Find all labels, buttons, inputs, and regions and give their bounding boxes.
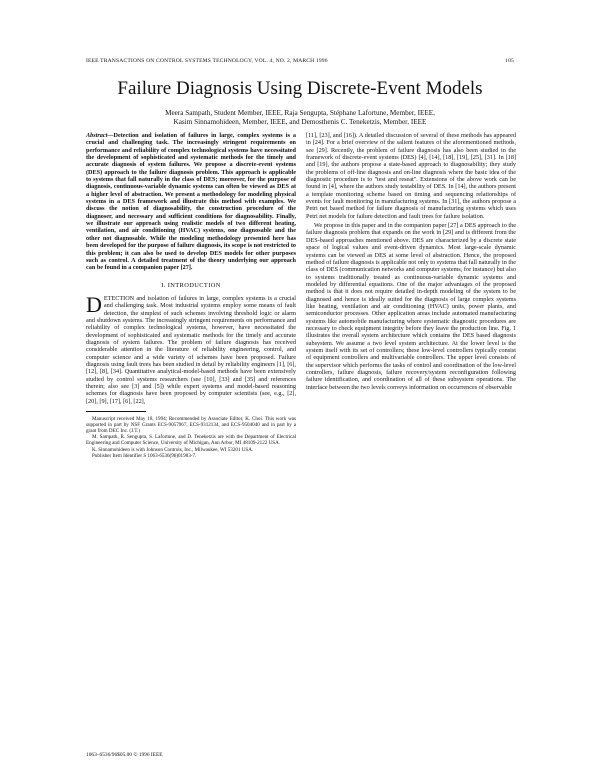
abstract-label: Abstract—	[86, 132, 114, 139]
abstract	[86, 132, 296, 272]
footnotes	[86, 416, 296, 459]
abstract-text: Detection and isolation of failures in large, complex systems is a crucial and challenging task. The increasingly stringent requirements on performance and reliability of complex technological systems have necessitated the development of sophisticated and systematic methods for the timely and accurate diagnosis of system failures. We propose a discrete-event systems (DES) approach to the failure diagnosis problem. This approach is applicable to systems that fall naturally in the class of DES; moreover, for the purpose of diagnosis, continuous-variable dynamic systems can often be viewed as DES at a higher level of abstraction. We present a methodology for modeling physical systems in a DES framework and illustrate this method with examples. We discuss the notion of diagnosability, the construction procedure of the diagnoser, and necessary and sufficient conditions for diagnosability. Finally, we illustrate our approach using realistic models of two different heating, ventilation, and air conditioning (HVAC) systems, one diagnosable and the other not diagnosable. While the modeling methodology presented here has been developed for the purpose of failure diagnosis, its scope is not restricted to this problem; it can also be used to develop DES models for other purposes such as control. A detailed treatment of the theory underlying our approach can be found in a companion paper [27].	[86, 132, 296, 272]
journal-header: IEEE TRANSACTIONS ON CONTROL SYSTEMS TECHNOLOGY, VOL. 4, NO. 2, MARCH 1996	[86, 58, 328, 64]
footnote-affiliation-2: K. Sinnamohideen is with Johnson Controls, Inc., Milwaukee, WI 53201 USA.	[92, 446, 254, 453]
left-column	[86, 132, 296, 459]
author-line-1: Meera Sampath, Student Member, IEEE, Raja Sengupta, Stéphane Lafortune, Member, IEEE,	[165, 109, 435, 117]
section-heading-introduction: I. INTRODUCTION	[161, 281, 221, 289]
drop-cap: D	[86, 291, 102, 317]
footnote-rule	[86, 411, 146, 412]
intro-paragraph	[86, 291, 296, 405]
author-list	[60, 109, 540, 127]
running-head	[86, 58, 514, 64]
footnote-affiliation-1: M. Sampath, R. Sengupta, S. Lafortune, and D. Teneketzis are with the Department of Electrical Engineering and Computer Science, University of Michigan, Ann Arbor, MI 48109-2122 USA.	[86, 434, 296, 447]
right-paragraph-1: [11], [23], and [16]). A detailed discussion of several of these methods has appeared in [24]. For a brief overview of the salient features of the aforementioned methods, see [29]. Recently, the problem of failure diagnosis has also been studied in the framework of discrete-event systems (DES) [4], [14], [18], [19], [25], [31]. In [18] and [19], the authors propose a state-based approach to diagnosability; they study the problems of off-line diagnosis and on-line diagnosis where the basic idea of the diagnostic procedure is to "test and reseat". Extensions of the above work can be found in [4], where the authors study testability of DES. In [14], the authors present a template monitoring scheme based on timing and sequencing relationships of events for fault monitoring in manufacturing systems. In [31], the authors propose a Petri net based method for failure diagnosis of manufacturing systems which uses Petri net models for failure detection and fault trees for failure isolation.	[306, 132, 516, 220]
right-paragraph-2: We propose in this paper and in the companion paper [27] a DES approach to the failure diagnosis problem that expands on the work in [29] and is different from the DES-based approaches mentioned above. DES are characterized by a discrete state space of logical values and event-driven dynamics. Most large-scale dynamic systems can be viewed as DES at some level of abstraction. Hence, the proposed method of failure diagnosis is applicable not only to systems that fall naturally in the class of DES (communication networks and computer systems, for instance) but also to systems traditionally treated as continuous-variable dynamic systems and modeled by differential equations. One of the major advantages of the proposed method is that it does not require detailed in-depth modeling of the system to be diagnosed and hence is ideally suited for the diagnosis of large complex systems like heating, ventilation and air conditioning (HVAC) units, power plants, and semiconductor processes. Other application areas include automated manufacturing systems like automobile manufacturing where systematic diagnostic procedures are necessary to check equipment integrity before they leave the production line. Fig. 1 illustrates the overall system architecture which contains the DES based diagnosis subsystem. We assume a two level system architecture. At the lower level is the system itself with its set of controllers; these low-level controllers typically consist of equipment controllers and multivariable controllers. The upper level consists of the supervisor which performs the tasks of control and coordination of the low-level controllers, failure diagnosis, failure recovery/system reconfiguration following failure identification, and coordination of all of these subsystem operations. The interface between the two levels conveys information on occurrences of observable	[306, 222, 516, 391]
right-column	[306, 132, 516, 391]
footnote-manuscript: Manuscript received May 18, 1994; Recommended by Associate Editor, K. Choi. This work was supported in part by NSF Grants ECS-9057967, ECS-9312134, and ECS-9504040 and in part by a grant from DEC Inc. (J.T.)	[86, 416, 296, 435]
paper-title: Failure Diagnosis Using Discrete-Event Models	[117, 78, 483, 99]
intro-text: ETECTION and isolation of failures in large, complex systems is a crucial and challenging task. Most industrial systems employ some means of fault detection, the simplest of such schemes involving threshold logic or alarm and shutdown systems. The increasingly stringent requirements on performance and reliability of complex technological systems, however, have necessitated the development of sophisticated and systematic methods for the timely and accurate diagnosis of system failures. The problem of failure diagnosis has received considerable attention in the literature of reliability engineering, control, and computer science and a wide variety of schemes have been proposed. Failure diagnosis using fault trees has been studied in detail by reliability engineers [1], [6], [12], [8], [34]. Quantitative analytical-model-based methods have been extensively studied by control systems researchers (see [10], [33] and [35] and references therein; also see [3] and [5]) while expert systems and model-based reasoning schemes for diagnosis have been proposed by computer scientists (see, e.g., [2], [20], [9], [17], [6], [22],	[86, 294, 296, 405]
footnote-publisher-id: Publisher Item Identifier S 1063-6536(96)01983-7.	[92, 452, 197, 459]
author-line-2: Kasim Sinnamohideen, Member, IEEE, and Demosthenis C. Teneketzis, Member, IEEE	[173, 118, 427, 126]
page-number: 105	[505, 58, 514, 64]
copyright-line: 1063–6536/96$05.00 © 1996 IEEE	[86, 752, 163, 758]
